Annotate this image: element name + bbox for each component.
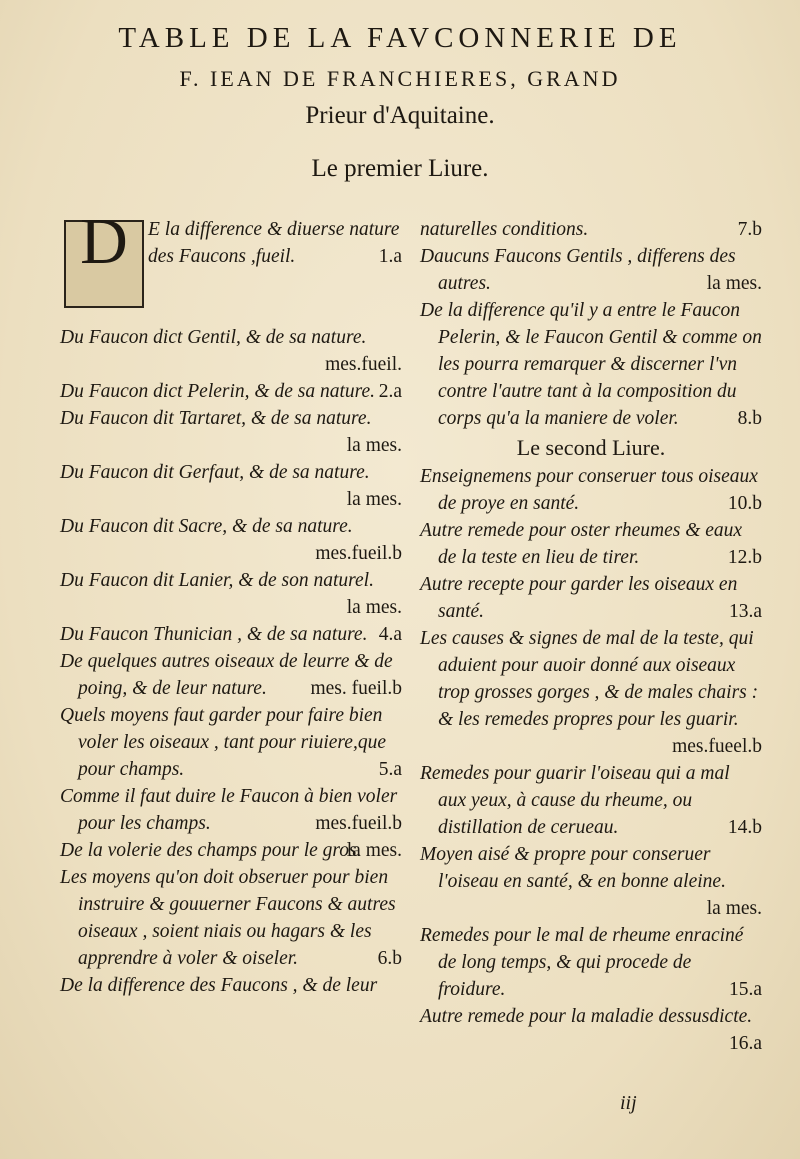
left-column <box>60 205 402 999</box>
entry-text: Les moyens qu'on doit obseruer pour bien instruire & gouuerner Faucons & autres oiseaux , soient niais ou hagars & les apprendre à voler & oiseler. <box>60 867 396 969</box>
right-column <box>420 216 762 1057</box>
entry-text: Daucuns Faucons Gentils , differens des autres. <box>420 246 736 294</box>
entry-text: Autre remede pour oster rheumes & eaux de la teste en lieu de tirer. <box>420 520 743 568</box>
entry-ref: la mes. <box>706 898 762 919</box>
list-item <box>60 378 402 405</box>
entry-text: Du Faucon dit Lanier, & de son naturel. <box>60 570 374 591</box>
entry-ref: 14.b <box>727 817 762 838</box>
entry-ref: 5.a <box>378 759 402 780</box>
list-item <box>420 463 762 517</box>
entry-ref: mes.fueil.b <box>315 813 402 834</box>
entry-text: Autre remede pour la maladie dessusdicte. <box>420 1006 753 1027</box>
entry-ref: la mes. <box>346 840 402 861</box>
entry-ref: mes. fueil.b <box>310 678 402 699</box>
entry-ref: 6.b <box>377 948 402 969</box>
entry-text: Du Faucon dict Gentil, & de sa nature. <box>60 327 367 348</box>
list-item <box>420 571 762 625</box>
entry-text: De la volerie des champs pour le gros. <box>60 840 362 861</box>
entry-ref: mes.fueel.b <box>672 736 762 757</box>
list-item <box>60 783 402 837</box>
entry-text: Moyen aisé & propre pour conseruer l'oiseau en santé, & en bonne aleine. <box>420 844 726 892</box>
list-item <box>60 837 402 864</box>
entry-text: Du Faucon dit Tartaret, & de sa nature. <box>60 408 372 429</box>
signature-mark: iij <box>620 1092 637 1114</box>
entry-ref: 15.a <box>728 979 762 1000</box>
entry-text: Du Faucon dit Gerfaut, & de sa nature. <box>60 462 370 483</box>
entry-ref: mes.fueil.b <box>315 543 402 564</box>
list-item <box>420 216 762 243</box>
dropcap-ornament <box>64 205 144 308</box>
list-item <box>60 459 402 513</box>
list-item <box>60 864 402 972</box>
entry-text: Enseignemens pour conseruer tous oiseaux de proye en santé. <box>420 466 758 514</box>
entry-text: Du Faucon dict Pelerin, & de sa nature. <box>60 381 376 402</box>
entry-text: E la difference & diuerse nature des Faucons ,fueil. <box>148 219 400 267</box>
entry-ref: 4.a <box>378 624 402 645</box>
list-item <box>60 513 402 567</box>
list-item <box>420 922 762 1003</box>
entry-ref: 7.b <box>737 219 762 240</box>
list-item <box>60 702 402 783</box>
entry-ref: 16.a <box>728 1033 762 1054</box>
entry-ref: 10.b <box>727 493 762 514</box>
entry-text: De la difference qu'il y a entre le Faucon Pelerin, & le Faucon Gentil & comme on les pourra remarquer & discerner l'vn contre l'autre tant à la composition du corps qu'a la maniere de voler. <box>420 300 762 429</box>
title-line-2: F. IEAN DE FRANCHIERES, GRAND <box>179 66 621 91</box>
entry-ref: la mes. <box>346 435 402 456</box>
entry-ref: mes.fueil. <box>325 354 402 375</box>
entry-text: naturelles conditions. <box>420 219 589 240</box>
list-item <box>420 1003 762 1057</box>
entry-text: Du Faucon Thunician , & de sa nature. <box>60 624 368 645</box>
entry-text: Quels moyens faut garder pour faire bien voler les oiseaux , tant pour riuiere,que pour champs. <box>60 705 386 780</box>
entry-text: Autre recepte pour garder les oiseaux en santé. <box>420 574 738 622</box>
list-item <box>420 297 762 432</box>
list-item <box>60 405 402 459</box>
entry-ref: 2.a <box>378 381 402 402</box>
entry-text: Remedes pour guarir l'oiseau qui a mal aux yeux, à cause du rheume, ou distillation de cerueau. <box>420 763 730 838</box>
dropcap-letter: D <box>80 205 128 278</box>
title-line-1: TABLE DE LA FAVCONNERIE DE <box>118 22 682 54</box>
list-item <box>60 648 402 702</box>
entry-text: Du Faucon dit Sacre, & de sa nature. <box>60 516 353 537</box>
entry-ref: la mes. <box>346 489 402 510</box>
list-item <box>60 567 402 621</box>
list-item <box>420 760 762 841</box>
entry-ref: 13.a <box>728 601 762 622</box>
book-1-heading: Le premier Liure. <box>311 155 489 182</box>
list-item <box>60 972 402 999</box>
title-line-3: Prieur d'Aquitaine. <box>305 102 495 129</box>
entry-ref: 12.b <box>727 547 762 568</box>
list-item <box>420 243 762 297</box>
entry-text: De la difference des Faucons , & de leur <box>60 975 378 996</box>
book-2-heading: Le second Liure. <box>516 435 666 460</box>
entry-text: Remedes pour le mal de rheume enraciné de long temps, & qui procede de froidure. <box>420 925 744 1000</box>
list-item <box>420 517 762 571</box>
list-item <box>60 324 402 378</box>
list-item <box>60 621 402 648</box>
list-item <box>420 841 762 922</box>
entry-ref: 8.b <box>737 408 762 429</box>
entry-text: De quelques autres oiseaux de leurre & de poing, & de leur nature. <box>60 651 393 699</box>
list-item <box>420 625 762 760</box>
entry-text: Les causes & signes de mal de la teste, qui aduient pour auoir donné aux oiseaux trop grosses gorges , & de males chairs : & les remedes propres pour les guarir. <box>420 628 759 730</box>
entry-text: Comme il faut duire le Faucon à bien voler pour les champs. <box>60 786 398 834</box>
entry-ref: la mes. <box>346 597 402 618</box>
entry-ref: 1.a <box>378 246 402 267</box>
entry-ref: la mes. <box>706 273 762 294</box>
